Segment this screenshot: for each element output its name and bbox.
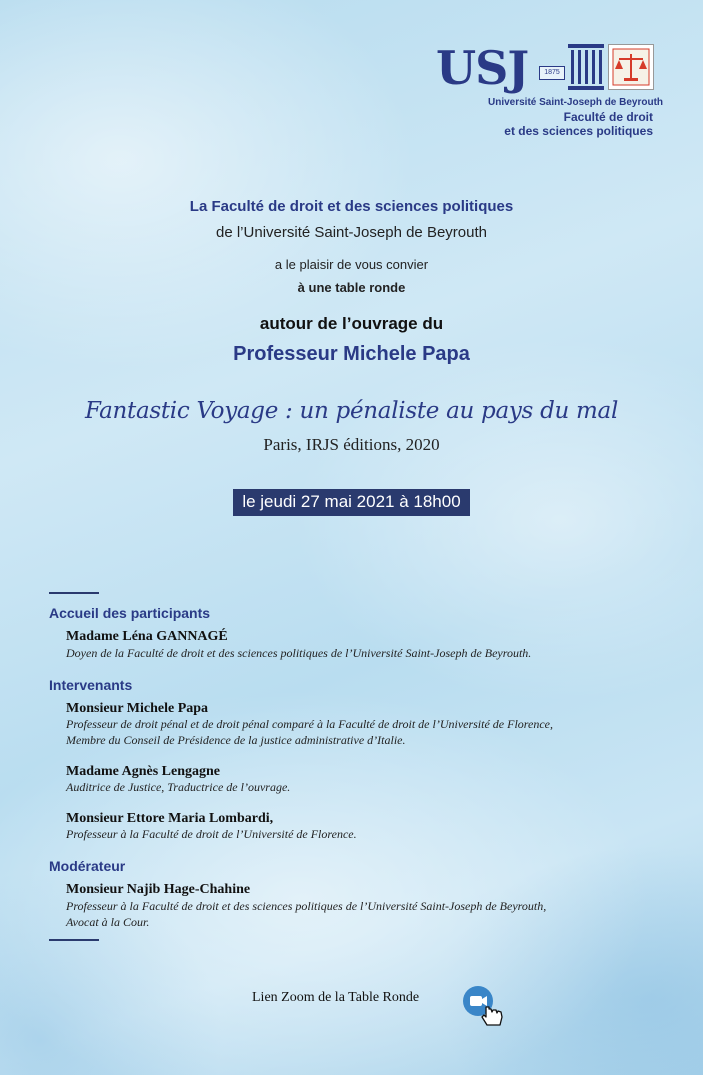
usj-logo	[436, 41, 664, 138]
moderator-desc-2: Avocat à la Cour.	[66, 915, 150, 929]
speakers-heading: Intervenants	[49, 677, 133, 693]
moderator-heading: Modérateur	[49, 858, 126, 874]
welcome-heading: Accueil des participants	[49, 605, 211, 621]
invitation-line-4: à une table ronde	[297, 280, 406, 295]
speaker-3-desc: Professeur à la Faculté de droit de l’Université de Florence.	[66, 827, 357, 841]
book-publication: Paris, IRJS éditions, 2020	[263, 435, 440, 454]
event-date-badge: le jeudi 27 mai 2021 à 18h00	[233, 489, 469, 516]
invitation-line-1: La Faculté de droit et des sciences politiques	[189, 198, 514, 215]
logo-year: 1875	[539, 66, 565, 80]
zoom-link-label[interactable]: Lien Zoom de la Table Ronde	[252, 990, 420, 1005]
speaker-1-name: Monsieur Michele Papa	[66, 701, 209, 716]
scales-of-justice-icon	[608, 44, 654, 90]
moderator-name: Monsieur Najib Hage-Chahine	[66, 882, 251, 897]
professor-name: Professeur Michele Papa	[233, 343, 470, 365]
faculty-line-1: Faculté de droit	[563, 110, 653, 124]
video-camera-icon[interactable]	[462, 985, 508, 1027]
zoom-link-button[interactable]	[462, 985, 494, 1017]
speaker-3-name: Monsieur Ettore Maria Lombardi,	[66, 811, 274, 826]
book-title: Fantastic Voyage : un pénaliste au pays du mal	[84, 398, 618, 424]
bottom-divider	[49, 939, 99, 941]
speaker-2-desc: Auditrice de Justice, Traductrice de l’ouvrage.	[66, 780, 291, 794]
faculty-line-2: et des sciences politiques	[504, 124, 653, 138]
welcome-desc: Doyen de la Faculté de droit et des sciences politiques de l’Université Saint-Joseph de Beyrouth.	[66, 646, 532, 660]
speaker-2-name: Madame Agnès Lengagne	[66, 764, 220, 779]
invitation-line-2: de l’Université Saint-Joseph de Beyrouth	[216, 224, 487, 241]
moderator-desc-1: Professeur à la Faculté de droit et des sciences politiques de l’Université Saint-Joseph de Beyrouth,	[66, 899, 547, 913]
welcome-name: Madame Léna GANNAGÉ	[66, 629, 228, 644]
speaker-1-desc-2: Membre du Conseil de Présidence de la justice administrative d’Italie.	[66, 733, 406, 747]
event-date-wrap	[0, 489, 703, 516]
logo-faculty-name	[496, 110, 653, 138]
invitation-line-3: a le plaisir de vous convier	[274, 257, 429, 272]
logo-university-name: Université Saint-Joseph de Beyrouth	[488, 97, 664, 108]
logo-acronym: USJ	[436, 41, 529, 95]
columns-emblem-icon	[568, 44, 604, 95]
invitation-line-5: autour de l’ouvrage du	[259, 314, 444, 333]
top-divider	[49, 592, 99, 594]
speaker-1-desc-1: Professeur de droit pénal et de droit pénal comparé à la Faculté de droit de l’Université de Florence,	[66, 717, 553, 731]
